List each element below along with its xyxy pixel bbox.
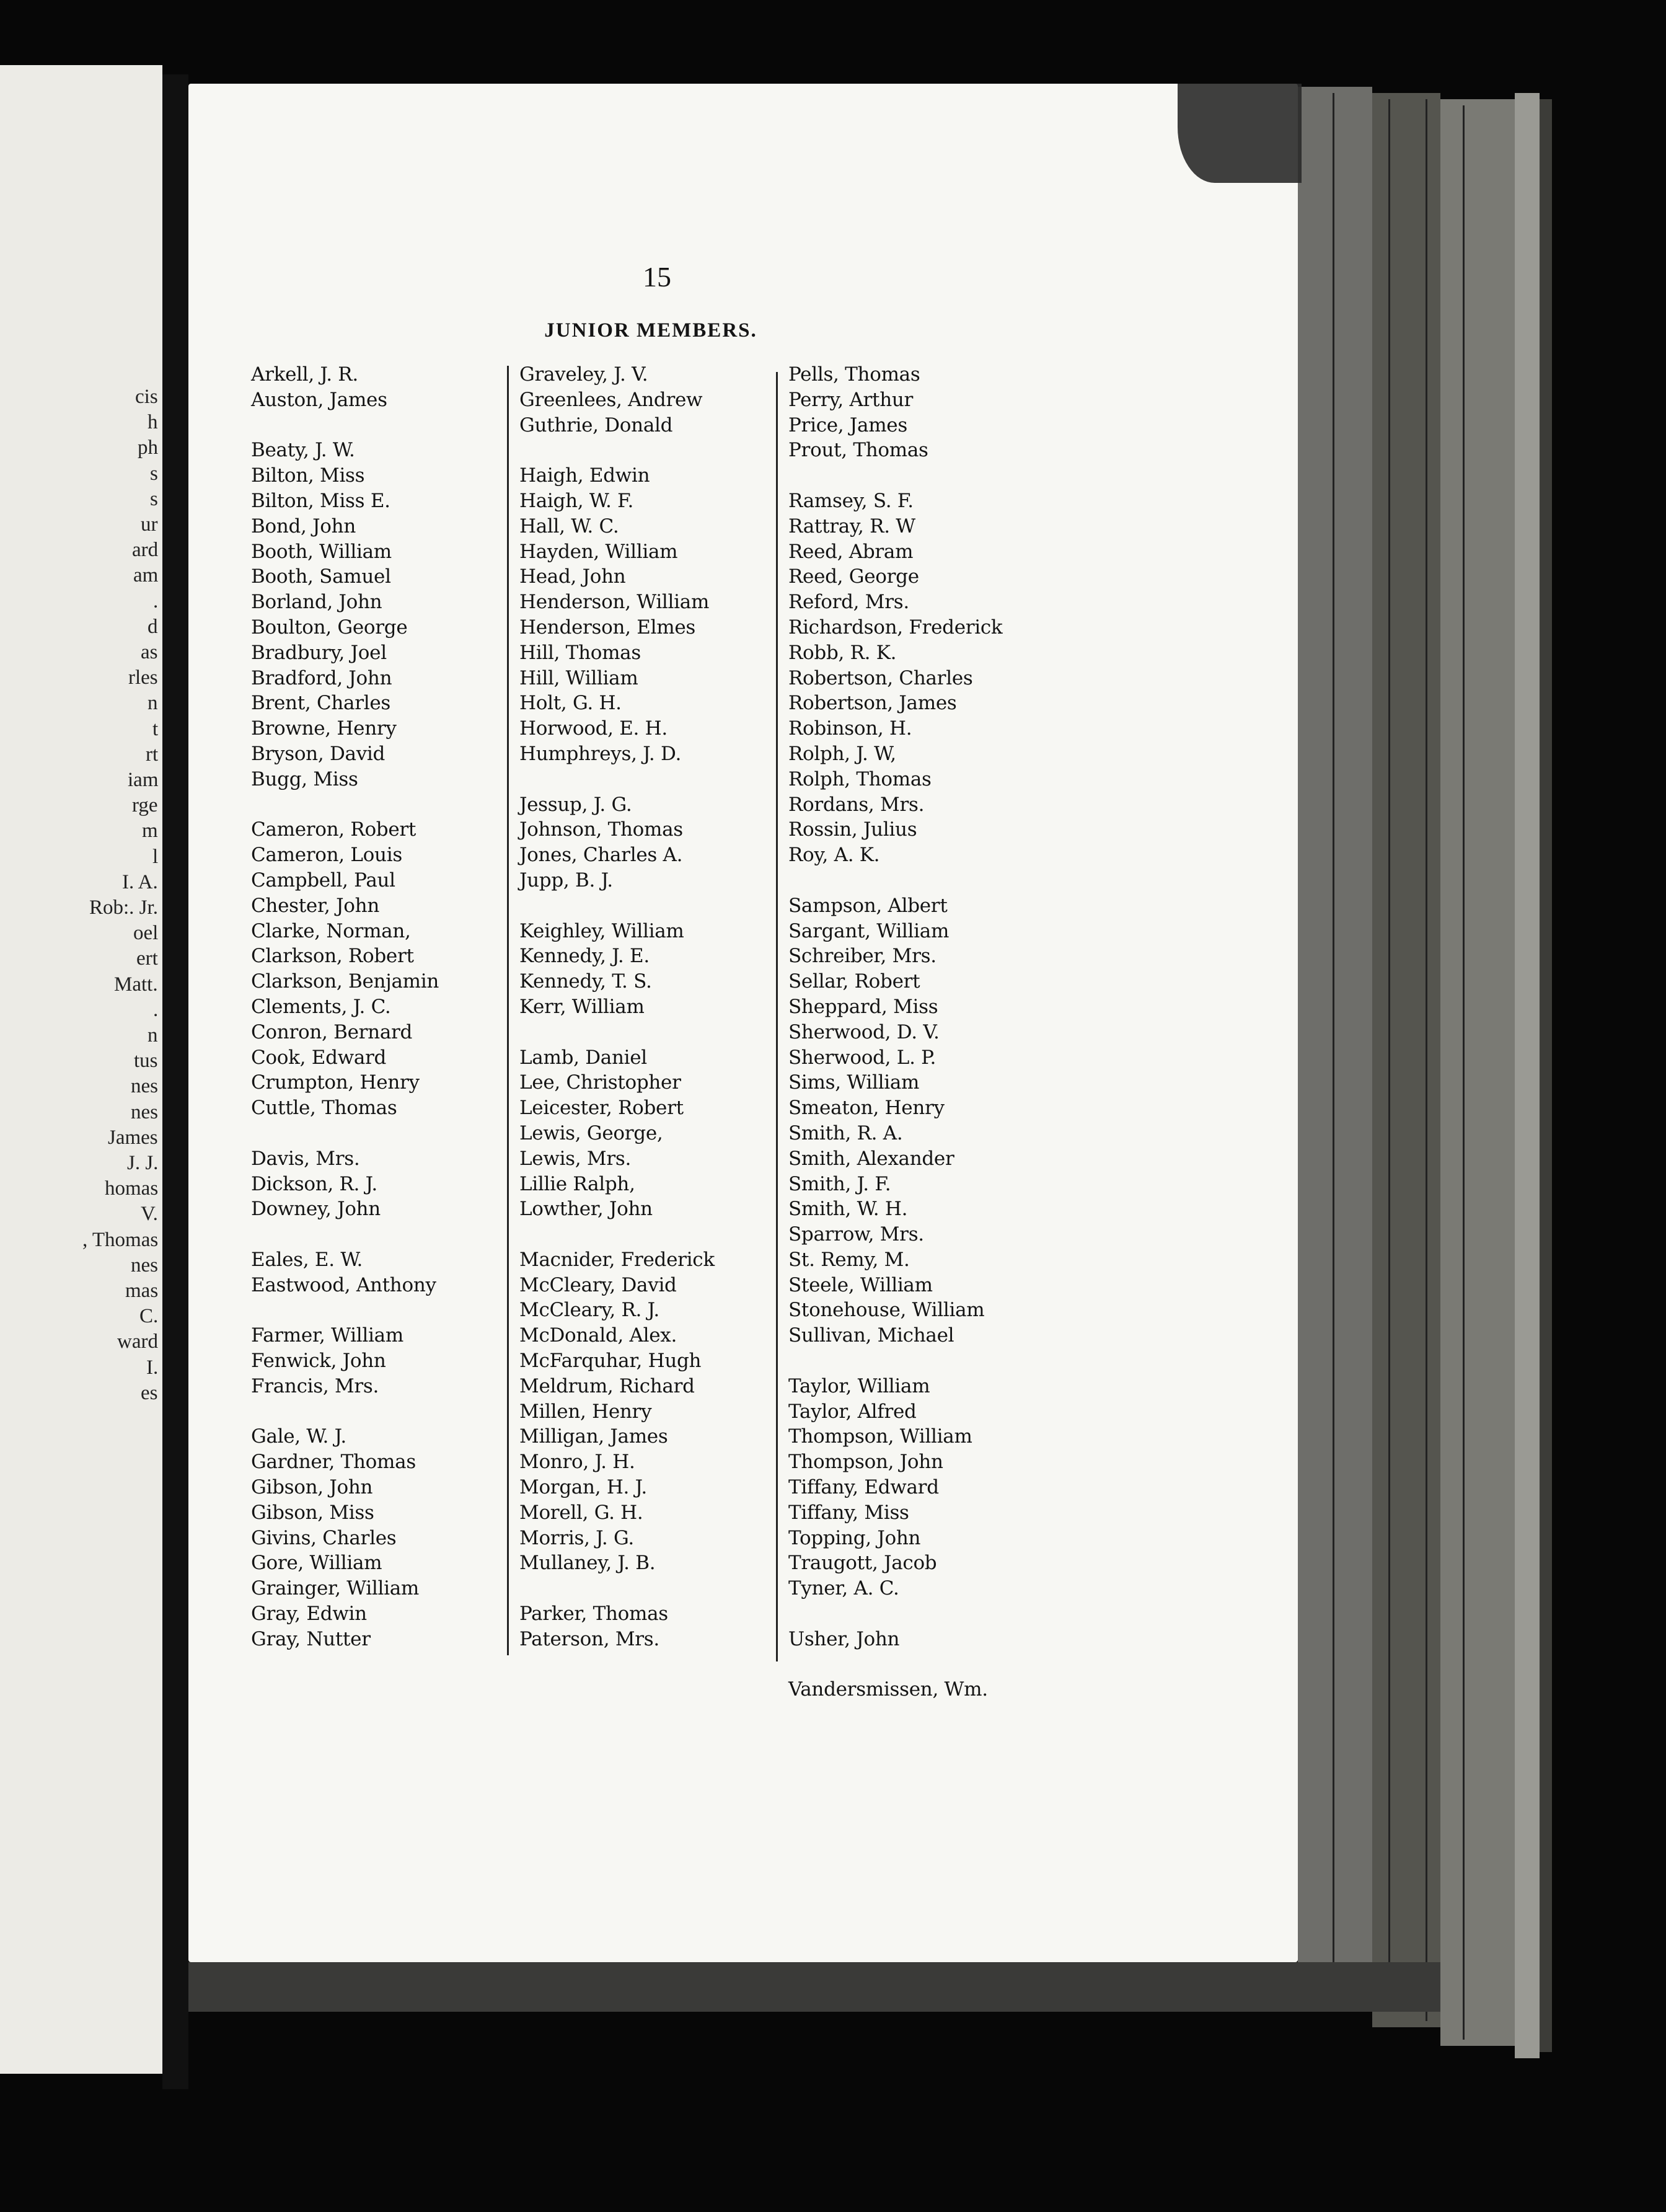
page-bottom-edge <box>188 1962 1440 2012</box>
member-name: Paterson, Mrs. <box>519 1627 659 1650</box>
member-name: Smeaton, Henry <box>788 1097 945 1120</box>
member-name: Rolph, J. W, <box>788 742 896 765</box>
member-name: Reford, Mrs. <box>788 591 909 614</box>
member-name: Ramsey, S. F. <box>788 489 914 512</box>
member-name: Borland, John <box>251 591 382 614</box>
left-page-text-fragment: V. <box>141 1203 158 1226</box>
blank-line <box>788 868 1080 893</box>
member-name: Kennedy, J. E. <box>519 945 650 968</box>
left-page-text-fragment: iam <box>128 769 159 791</box>
left-page-text-fragment: ward <box>117 1330 158 1353</box>
member-name: Sherwood, D. V. <box>788 1020 940 1043</box>
left-page-text-fragment: homas <box>105 1177 159 1200</box>
member-name: Eales, E. W. <box>251 1248 363 1271</box>
member-name: Lamb, Daniel <box>519 1046 647 1069</box>
blank-line <box>251 1121 511 1146</box>
member-name: Clarkson, Robert <box>251 945 414 968</box>
blank-line <box>788 1601 1080 1627</box>
left-page-text-fragment: ur <box>141 513 158 536</box>
blank-line <box>519 438 780 463</box>
name-column-1 <box>251 362 511 1652</box>
member-name: Arkell, J. R. <box>251 363 358 386</box>
member-name: Sheppard, Miss <box>788 995 938 1018</box>
member-name: Cameron, Robert <box>251 818 416 841</box>
left-page-text-fragment: ard <box>132 539 159 562</box>
member-name: Tyner, A. C. <box>788 1577 899 1600</box>
member-name: Thompson, John <box>788 1451 943 1474</box>
member-name: Robinson, H. <box>788 717 912 740</box>
member-name: Tiffany, Edward <box>788 1476 939 1499</box>
member-name: Robertson, James <box>788 692 957 715</box>
member-name: Taylor, William <box>788 1374 930 1397</box>
left-page-text-fragment: Matt. <box>114 973 158 996</box>
member-name: Rordans, Mrs. <box>788 793 925 816</box>
member-name: Clarke, Norman, <box>251 919 411 942</box>
member-name: Davis, Mrs. <box>251 1147 360 1170</box>
left-page-text-fragment: , Thomas <box>82 1228 159 1251</box>
page-edge-line <box>1426 99 1427 2021</box>
member-name: Reed, George <box>788 565 919 588</box>
member-name: Lowther, John <box>519 1198 653 1221</box>
blank-line <box>519 893 780 919</box>
member-name: Hill, Thomas <box>519 641 641 664</box>
page-edge <box>1298 87 1372 1996</box>
left-page-text-fragment: I. A. <box>122 870 158 893</box>
column-rule <box>507 366 509 1655</box>
left-page-text-fragment: m <box>142 820 158 843</box>
member-name: Conron, Bernard <box>251 1020 413 1043</box>
member-name: Stonehouse, William <box>788 1299 985 1322</box>
member-name: Lillie Ralph, <box>519 1172 635 1195</box>
member-name: Lewis, George, <box>519 1121 663 1144</box>
member-name: Greenlees, Andrew <box>519 388 703 411</box>
member-name: Gray, Nutter <box>251 1627 371 1650</box>
member-name: Francis, Mrs. <box>251 1374 379 1397</box>
left-page-text-fragment: oel <box>133 922 159 945</box>
member-name: Usher, John <box>788 1627 900 1650</box>
left-page-text-fragment: I. <box>146 1356 159 1379</box>
member-name: Gibson, John <box>251 1476 373 1499</box>
member-name: Guthrie, Donald <box>519 414 673 436</box>
left-page-text-fragment: James <box>108 1126 158 1149</box>
member-name: Bugg, Miss <box>251 768 358 790</box>
member-name: McFarquhar, Hugh <box>519 1350 702 1373</box>
member-name: Leicester, Robert <box>519 1097 684 1120</box>
member-name: McCleary, David <box>519 1273 677 1296</box>
member-name: Lewis, Mrs. <box>519 1147 632 1170</box>
book-gutter <box>162 74 188 2089</box>
blank-line <box>788 463 1080 489</box>
member-name: Macnider, Frederick <box>519 1248 715 1271</box>
left-page-text-fragment: nes <box>131 1254 158 1276</box>
member-name: Price, James <box>788 414 907 436</box>
member-name: Milligan, James <box>519 1425 668 1448</box>
blank-line <box>519 1222 780 1247</box>
member-name: Jones, Charles A. <box>519 844 683 867</box>
member-name: Holt, G. H. <box>519 692 622 715</box>
torn-page-corner <box>1178 84 1302 183</box>
member-name: Kerr, William <box>519 995 645 1018</box>
member-name: Roy, A. K. <box>788 844 880 867</box>
member-name: Morell, G. H. <box>519 1501 643 1524</box>
section-title: JUNIOR MEMBERS. <box>544 319 757 342</box>
member-name: Henderson, William <box>519 591 710 614</box>
member-name: Mullaney, J. B. <box>519 1552 656 1575</box>
left-page-text-fragment: s <box>150 462 158 485</box>
left-page-text-fragment: J. J. <box>127 1152 159 1174</box>
member-name: Smith, W. H. <box>788 1198 908 1221</box>
member-name: Robb, R. K. <box>788 641 897 664</box>
left-page-text-fragment: rt <box>146 743 159 766</box>
member-name: Sims, William <box>788 1071 920 1094</box>
left-page-text-fragment: mas <box>125 1280 159 1302</box>
left-page-text-fragment: ph <box>138 436 158 459</box>
left-page-text-fragment: C. <box>139 1305 159 1328</box>
left-page-text-fragment: cis <box>135 386 158 408</box>
page-edge <box>1540 99 1552 2052</box>
member-name: Monro, J. H. <box>519 1451 635 1474</box>
member-name: Schreiber, Mrs. <box>788 945 937 968</box>
member-name: Rattray, R. W <box>788 515 915 538</box>
page-edge-line <box>1463 105 1465 2040</box>
member-name: Hill, William <box>519 666 638 689</box>
member-name: McDonald, Alex. <box>519 1324 677 1347</box>
member-name: Brent, Charles <box>251 692 391 715</box>
member-name: Farmer, William <box>251 1324 403 1347</box>
member-name: Graveley, J. V. <box>519 363 648 386</box>
member-name: Pells, Thomas <box>788 363 920 386</box>
page-edge-line <box>1388 99 1390 2009</box>
left-page-text-fragment: am <box>133 564 159 587</box>
left-page-text-fragment: d <box>148 615 158 638</box>
member-name: Gray, Edwin <box>251 1603 367 1626</box>
page-edge <box>1515 93 1540 2058</box>
member-name: Taylor, Alfred <box>788 1400 917 1423</box>
member-name: Clements, J. C. <box>251 995 391 1018</box>
member-name: Cook, Edward <box>251 1046 387 1069</box>
member-name: Boulton, George <box>251 616 408 639</box>
member-name: Lee, Christopher <box>519 1071 681 1094</box>
member-name: Smith, J. F. <box>788 1172 891 1195</box>
member-name: Vandersmissen, Wm. <box>788 1678 988 1701</box>
member-name: Grainger, William <box>251 1577 420 1600</box>
member-name: Booth, William <box>251 540 392 563</box>
left-page-text-fragment: rge <box>132 794 158 817</box>
member-name: Tiffany, Miss <box>788 1501 909 1524</box>
member-name: Keighley, William <box>519 919 684 942</box>
member-name: Traugott, Jacob <box>788 1552 937 1575</box>
blank-line <box>519 1020 780 1045</box>
left-page-text-fragment: nes <box>131 1100 158 1123</box>
member-name: Jessup, J. G. <box>519 793 632 816</box>
column-rule <box>776 372 778 1661</box>
member-name: Thompson, William <box>788 1425 972 1448</box>
left-page-text-fragment: s <box>150 487 158 510</box>
left-page-text-fragment: l <box>152 845 159 868</box>
member-name: Humphreys, J. D. <box>519 742 682 765</box>
member-name: Sampson, Albert <box>788 894 948 917</box>
blank-line <box>251 1399 511 1425</box>
member-name: Topping, John <box>788 1526 921 1549</box>
member-name: Beaty, J. W. <box>251 439 355 462</box>
member-name: Richardson, Frederick <box>788 616 1003 639</box>
member-name: Eastwood, Anthony <box>251 1273 436 1296</box>
left-page-text-fragment: es <box>141 1381 158 1404</box>
member-name: Cuttle, Thomas <box>251 1097 397 1120</box>
member-name: Auston, James <box>251 388 387 411</box>
left-page-text-fragment: tus <box>134 1050 158 1073</box>
blank-line <box>519 767 780 792</box>
left-page-text-fragment: t <box>152 717 159 740</box>
left-page-text-fragment: rles <box>128 666 158 689</box>
member-name: Sargant, William <box>788 919 950 942</box>
member-name: Henderson, Elmes <box>519 616 695 639</box>
member-name: Booth, Samuel <box>251 565 391 588</box>
page-number: 15 <box>643 261 671 293</box>
blank-line <box>788 1652 1080 1678</box>
member-name: Gardner, Thomas <box>251 1451 416 1474</box>
member-name: Gibson, Miss <box>251 1501 374 1524</box>
member-name: Sparrow, Mrs. <box>788 1223 924 1246</box>
member-name: Gale, W. J. <box>251 1425 346 1448</box>
member-name: Sullivan, Michael <box>788 1324 954 1347</box>
member-name: Chester, John <box>251 894 379 917</box>
member-name: Gore, William <box>251 1552 382 1575</box>
member-name: Cameron, Louis <box>251 844 402 867</box>
member-name: Bryson, David <box>251 742 386 765</box>
member-name: Haigh, Edwin <box>519 464 650 487</box>
member-name: Parker, Thomas <box>519 1603 668 1626</box>
left-page-text-fragment: as <box>141 641 158 663</box>
member-name: Prout, Thomas <box>788 439 928 462</box>
member-name: Bilton, Miss E. <box>251 489 390 512</box>
member-name: Smith, R. A. <box>788 1121 903 1144</box>
member-name: McCleary, R. J. <box>519 1299 659 1322</box>
member-name: Bond, John <box>251 515 356 538</box>
member-name: Meldrum, Richard <box>519 1374 695 1397</box>
member-name: Clarkson, Benjamin <box>251 970 439 993</box>
member-name: Reed, Abram <box>788 540 914 563</box>
member-name: Robertson, Charles <box>788 666 973 689</box>
member-name: Kennedy, T. S. <box>519 970 652 993</box>
member-name: Campbell, Paul <box>251 869 395 891</box>
blank-line <box>788 1348 1080 1374</box>
member-name: Head, John <box>519 565 626 588</box>
member-name: Morris, J. G. <box>519 1526 634 1549</box>
member-name: Givins, Charles <box>251 1526 397 1549</box>
name-column-3 <box>788 362 1080 1702</box>
member-name: Perry, Arthur <box>788 388 914 411</box>
member-name: Bilton, Miss <box>251 464 365 487</box>
member-name: Rossin, Julius <box>788 818 917 841</box>
member-name: Morgan, H. J. <box>519 1476 647 1499</box>
page-edge <box>1372 93 1440 2027</box>
blank-line <box>251 792 511 818</box>
member-name: Hayden, William <box>519 540 678 563</box>
page-edge <box>1440 99 1515 2046</box>
page-edge-line <box>1333 93 1334 1990</box>
left-page-text-fragment: . <box>153 998 159 1021</box>
left-page-text-fragment: ert <box>136 947 158 970</box>
member-name: Jupp, B. J. <box>519 869 613 891</box>
blank-line <box>251 1298 511 1323</box>
left-page-fragment <box>0 65 162 2074</box>
name-column-2 <box>519 362 780 1652</box>
left-page-text-fragment: n <box>148 692 158 715</box>
blank-line <box>251 413 511 438</box>
member-name: Browne, Henry <box>251 717 397 740</box>
member-name: Bradford, John <box>251 666 392 689</box>
member-name: Rolph, Thomas <box>788 768 932 790</box>
left-page-text-fragment: n <box>148 1024 158 1046</box>
member-name: Bradbury, Joel <box>251 641 387 664</box>
member-name: Dickson, R. J. <box>251 1172 377 1195</box>
member-name: Downey, John <box>251 1198 381 1221</box>
member-name: Hall, W. C. <box>519 515 619 538</box>
member-name: Steele, William <box>788 1273 933 1296</box>
member-name: Horwood, E. H. <box>519 717 668 740</box>
member-name: St. Remy, M. <box>788 1248 910 1271</box>
left-page-text-fragment: nes <box>131 1075 158 1098</box>
member-name: Sherwood, L. P. <box>788 1046 937 1069</box>
member-name: Millen, Henry <box>519 1400 652 1423</box>
blank-line <box>519 1576 780 1601</box>
left-page-text-fragment: h <box>148 411 158 434</box>
left-page-text-fragment: . <box>153 590 159 613</box>
member-name: Haigh, W. F. <box>519 489 634 512</box>
member-name: Crumpton, Henry <box>251 1071 420 1094</box>
member-name: Sellar, Robert <box>788 970 920 993</box>
member-name: Smith, Alexander <box>788 1147 954 1170</box>
member-name: Johnson, Thomas <box>519 818 683 841</box>
left-page-text-fragment: Rob:. Jr. <box>89 896 158 919</box>
blank-line <box>251 1222 511 1247</box>
member-name: Fenwick, John <box>251 1350 386 1373</box>
